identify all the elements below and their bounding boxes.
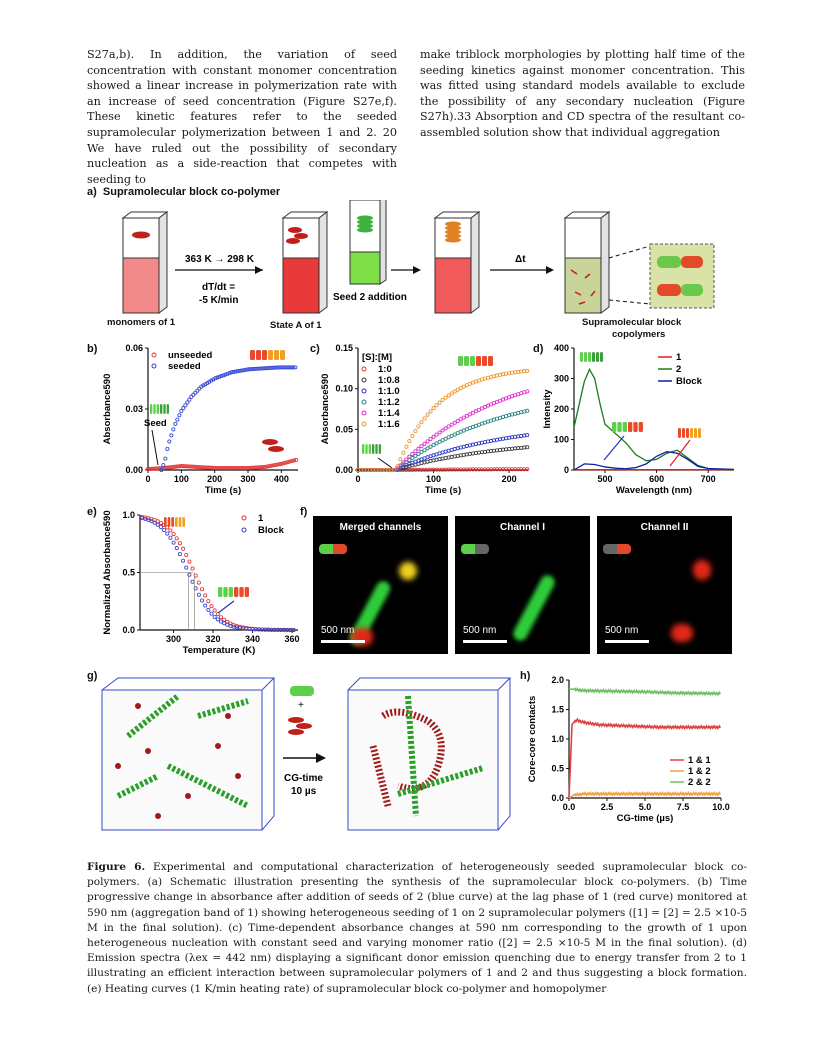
data-point <box>435 404 438 407</box>
y-tick-label: 0.03 <box>125 404 143 414</box>
series-line <box>574 452 734 470</box>
fiber-icon <box>617 422 621 432</box>
y-tick-label: 0.0 <box>122 625 135 635</box>
red-spot <box>671 624 693 642</box>
data-point <box>450 392 453 395</box>
data-point <box>191 567 194 570</box>
x-tick-label: 300 <box>166 634 182 644</box>
data-point <box>222 374 225 377</box>
x-tick-label: 200 <box>501 474 517 484</box>
left-paragraph: S27a,b). In addition, the variation of seed concentration with constant monomer concentration showed a linear increase in polymerization rate with an increase of seed concentration (Figure S27e,f). These kinetic features refer to the seeded supramolecular polymerization between 1 and 2. 20 We have ruled out the possibility of secondary nucleation as a side-reaction that competes with seeding to <box>87 48 397 186</box>
legend-swatch <box>362 400 366 404</box>
data-point <box>181 559 184 562</box>
fiber-icon <box>245 587 249 597</box>
chart-e <box>100 505 308 665</box>
yellow-spot <box>399 562 417 580</box>
y-tick-label: 0.5 <box>551 763 564 774</box>
fiber-icon <box>612 422 616 432</box>
x-tick-label: 100 <box>173 474 189 484</box>
fiber-icon <box>639 422 643 432</box>
data-point <box>188 560 191 563</box>
y-tick-label: 0 <box>563 465 569 475</box>
data-point <box>204 594 207 597</box>
data-point <box>420 421 423 424</box>
data-point <box>191 580 194 583</box>
data-point <box>172 532 175 535</box>
fiber-icon <box>167 404 169 414</box>
legend-label: unseeded <box>168 350 213 361</box>
fiber-icon <box>369 444 371 454</box>
fiber-icon <box>175 517 178 527</box>
data-point <box>200 588 203 591</box>
legend-label: Block <box>676 376 702 387</box>
fiber-icon <box>690 428 693 438</box>
vial-state-a <box>283 212 327 313</box>
figure-caption <box>87 860 747 997</box>
chart-b <box>100 340 310 500</box>
fiber-icon <box>372 444 374 454</box>
chart-d <box>540 340 740 500</box>
x-tick-label: 340 <box>245 634 261 644</box>
data-point <box>450 423 453 426</box>
fiber-icon <box>470 356 475 366</box>
y-axis-label: Intensity <box>542 389 553 429</box>
y-tick-label: 0.15 <box>335 343 353 353</box>
legend-label: 2 <box>676 364 682 375</box>
data-point <box>432 407 435 410</box>
data-point <box>159 526 162 529</box>
legend-label: 1 & 1 <box>688 755 711 766</box>
scale-label: 500 nm <box>605 625 639 636</box>
y-tick-label: 1.0 <box>122 510 135 520</box>
data-point <box>417 425 420 428</box>
series-line <box>569 793 720 798</box>
fiber-icon <box>603 544 631 554</box>
micrograph-title: Merged channels <box>339 522 422 533</box>
fiber-icon <box>482 356 487 366</box>
panel-g-label: g) <box>87 670 98 682</box>
data-point <box>185 553 188 556</box>
y-tick-label: 100 <box>553 434 569 445</box>
monomer-icon <box>268 446 284 452</box>
panel-a-seed-step: Seed 2 addition <box>333 292 407 303</box>
data-point <box>444 427 447 430</box>
fiber-icon <box>628 422 632 432</box>
y-tick-label: 0.00 <box>335 465 353 475</box>
data-point <box>219 620 222 623</box>
fiber-icon <box>365 444 367 454</box>
legend-swatch <box>362 422 366 426</box>
legend-label: Block <box>258 525 284 536</box>
data-point <box>174 422 177 425</box>
data-point <box>526 390 529 393</box>
fiber-icon <box>464 356 469 366</box>
data-point <box>204 604 207 607</box>
fiber-icon <box>461 544 489 554</box>
data-point <box>223 618 226 621</box>
fiber-icon <box>268 350 273 360</box>
y-tick-label: 1.0 <box>551 734 564 744</box>
micrograph-channel-1 <box>455 516 590 654</box>
simulation-box-initial <box>102 678 274 830</box>
data-point <box>181 547 184 550</box>
right-paragraph: make triblock morphologies by plotting half time of the seeding kinetics against monomer concentration. This was fitted using standard models available to exclude the possibility of any secondary nucleation (Figure S27h).33 Absorption and CD spectra of the resultant co-assembled solution show that individual aggregation <box>420 48 745 139</box>
legend-swatch <box>152 364 156 368</box>
fiber-icon <box>678 428 681 438</box>
fiber-icon <box>229 587 233 597</box>
fiber-icon <box>458 356 463 366</box>
data-point <box>213 609 216 612</box>
x-tick-label: 2.5 <box>600 802 614 812</box>
scale-bar <box>605 640 649 643</box>
cg-time-label: CG-time <box>284 773 323 784</box>
data-point <box>197 593 200 596</box>
x-tick-label: 100 <box>426 474 442 484</box>
legend-label: 1:0 <box>378 364 392 375</box>
body-left-column <box>87 47 397 187</box>
data-point <box>402 451 405 454</box>
legend-label: 1:1.6 <box>378 419 400 430</box>
fiber-icon <box>234 587 238 597</box>
fiber-icon <box>592 352 595 362</box>
data-point <box>220 374 223 377</box>
x-tick-label: 5.0 <box>638 802 652 812</box>
y-tick-label: 400 <box>553 343 569 353</box>
panel-a-product-label-1: Supramolecular block <box>582 317 682 328</box>
y-tick-label: 0.0 <box>551 793 564 803</box>
data-point <box>162 528 165 531</box>
fiber-icon <box>588 352 591 362</box>
data-point <box>411 452 414 455</box>
data-point <box>156 520 159 523</box>
fiber-icon <box>596 352 599 362</box>
x-tick-label: 360 <box>284 634 300 644</box>
data-point <box>429 437 432 440</box>
scale-label: 500 nm <box>321 625 355 636</box>
annotation-arrow <box>604 436 624 460</box>
scale-bar <box>463 640 507 643</box>
fiber-icon <box>179 517 182 527</box>
data-point <box>197 581 200 584</box>
legend-swatch <box>362 378 366 382</box>
data-point <box>423 442 426 445</box>
legend-label: 1 <box>676 352 682 363</box>
panel-a-rate-value: -5 K/min <box>199 295 239 306</box>
data-point <box>224 373 227 376</box>
data-point <box>441 398 444 401</box>
data-point <box>216 618 219 621</box>
data-point <box>228 372 231 375</box>
data-point <box>178 414 181 417</box>
data-point <box>453 421 456 424</box>
panel-a-statea-label: State A of 1 <box>270 320 322 331</box>
data-point <box>423 417 426 420</box>
panel-a-step1: 363 K → 298 K <box>185 254 254 265</box>
legend-swatch <box>362 389 366 393</box>
x-axis-label: Time (s) <box>204 485 242 496</box>
data-point <box>399 458 402 461</box>
data-point <box>207 608 210 611</box>
data-point <box>438 401 441 404</box>
y-tick-label: 1.5 <box>551 704 564 715</box>
fiber-icon <box>698 428 701 438</box>
annotation-arrow <box>218 601 234 613</box>
data-point <box>168 440 171 443</box>
panel-b-label: b) <box>87 343 98 355</box>
x-tick-label: 700 <box>700 474 716 484</box>
legend-label: seeded <box>168 361 201 372</box>
data-point <box>426 440 429 443</box>
fiber-icon <box>223 587 227 597</box>
data-point <box>172 428 175 431</box>
fiber-icon <box>379 444 381 454</box>
data-point <box>408 455 411 458</box>
caption-text: Experimental and computational characterization of heterogeneously seeded supramolecular block co-polymers. (a) Schematic illustration presenting the synthesis of the supramolecular block co-polymers. (b) Time progressive change in absorbance after addition of seeds of 2 (blue curve) at the lag phase of 1 (red curve) monitored at 590 nm (aggregation band of 1) showing heterogeneous seeding of 1 on 2 supramolecular polymers ([1] = [2] = 2.5 ×10-5 M in the final solution). (c) Time-dependent absorbance changes at 590 nm corresponding to the growth of 1 upon heterogeneous nucleation with constant seed and varying monomer ratio ([2] = 2.5 ×10-5 M in the final solution). (d) Emission spectra (λex = 442 nm) displaying a significant donor emission quenching due to energy transfer from 2 to 1 illustrating an efficient interaction between supramolecular polymers of 1 and 2 and thus suggesting a block formation. (e) Heating curves (1 K/min heating rate) of supramolecular block co-polymer and homopolymer <box>87 861 747 995</box>
x-axis-label: Temperature (K) <box>182 645 256 656</box>
legend-label: 1:1.2 <box>378 397 400 408</box>
data-point <box>200 599 203 602</box>
data-point <box>294 458 297 461</box>
red-spot <box>693 560 711 580</box>
x-tick-label: 0 <box>145 474 151 484</box>
legend-swatch <box>242 516 246 520</box>
cg-time-value: 10 µs <box>291 786 317 797</box>
micrograph-title: Channel I <box>499 522 545 533</box>
data-point <box>229 624 232 627</box>
fiber-icon <box>686 428 689 438</box>
x-tick-label: 10.0 <box>712 802 730 812</box>
y-tick-label: 0.06 <box>125 343 143 353</box>
data-point <box>172 541 175 544</box>
fiber-icon <box>182 517 185 527</box>
data-point <box>178 542 181 545</box>
fiber-icon <box>476 356 481 366</box>
data-point <box>210 605 213 608</box>
legend-label: 2 & 2 <box>688 777 711 788</box>
panel-c-label: c) <box>310 343 320 355</box>
fiber-icon <box>600 352 603 362</box>
fiber-icon <box>580 352 583 362</box>
vial-monomers <box>123 212 167 313</box>
fiber-icon <box>488 356 493 366</box>
data-point <box>207 600 210 603</box>
panel-e-label: e) <box>87 506 97 518</box>
vial-seed <box>350 200 386 284</box>
data-point <box>426 413 429 416</box>
data-point <box>423 449 426 452</box>
series-line <box>569 689 720 695</box>
legend-swatch <box>362 411 366 415</box>
scale-label: 500 nm <box>463 625 497 636</box>
y-axis-label: Normalized Absorbance590 <box>102 510 113 635</box>
fiber-icon <box>362 444 364 454</box>
data-point <box>210 612 213 615</box>
data-point <box>170 434 173 437</box>
body-right-column <box>420 47 745 141</box>
legend-label: 1 <box>258 513 264 524</box>
series-line <box>574 369 734 469</box>
data-point <box>447 394 450 397</box>
fiber-icon <box>682 428 685 438</box>
data-point <box>213 615 216 618</box>
x-tick-label: 200 <box>207 474 223 484</box>
panel-f-label: f) <box>300 506 308 518</box>
panel-g-simulation <box>98 676 518 836</box>
fiber-icon <box>375 444 377 454</box>
vial-block-copolymer <box>565 212 609 313</box>
data-point <box>420 450 423 453</box>
fiber-icon <box>256 350 261 360</box>
monomer-icon <box>262 439 278 445</box>
legend-swatch <box>152 353 156 357</box>
data-point <box>223 622 226 625</box>
data-point <box>435 433 438 436</box>
x-tick-label: 0 <box>355 474 361 484</box>
data-point <box>166 447 169 450</box>
chart-h <box>525 670 740 835</box>
panel-a-dt: Δt <box>515 254 526 265</box>
scale-bar <box>321 640 365 643</box>
fiber-icon <box>280 350 285 360</box>
legend-label: 1:0.8 <box>378 375 400 386</box>
fiber-icon <box>239 587 243 597</box>
y-tick-label: 0.00 <box>125 465 143 475</box>
simulation-box-final <box>348 678 510 830</box>
y-tick-label: 0.05 <box>335 424 353 435</box>
legend-swatch <box>242 528 246 532</box>
data-point <box>408 440 411 443</box>
micrograph-merged <box>313 516 448 654</box>
y-axis-label: Absorbance590 <box>102 373 113 445</box>
x-tick-label: 600 <box>649 474 665 484</box>
x-tick-label: 500 <box>597 474 613 484</box>
data-point <box>414 450 417 453</box>
fiber-icon <box>168 517 171 527</box>
fiber-icon <box>218 587 222 597</box>
x-tick-label: 300 <box>240 474 256 484</box>
data-point <box>169 536 172 539</box>
legend-label: 1:1.0 <box>378 386 400 397</box>
panel-a-label: a) Supramolecular block co-polymer <box>87 186 281 198</box>
data-point <box>414 429 417 432</box>
data-point <box>219 616 222 619</box>
data-point <box>176 418 179 421</box>
data-point <box>156 523 159 526</box>
data-point <box>438 431 441 434</box>
x-tick-label: 7.5 <box>676 802 690 812</box>
data-point <box>159 521 162 524</box>
data-point <box>216 376 219 379</box>
fiber-icon <box>150 404 152 414</box>
fiber-icon <box>157 404 159 414</box>
legend-swatch <box>362 367 366 371</box>
data-point <box>414 454 417 457</box>
data-point <box>405 445 408 448</box>
seed-arrow <box>378 458 392 468</box>
panel-h-label: h) <box>520 670 531 682</box>
y-tick-label: 300 <box>553 373 569 384</box>
fiber-icon <box>633 422 637 432</box>
fiber-icon <box>694 428 697 438</box>
data-point <box>420 445 423 448</box>
fiber-icon <box>171 517 174 527</box>
data-point <box>175 546 178 549</box>
fiber-icon <box>153 404 155 414</box>
micrograph-title: Channel II <box>640 522 689 533</box>
vial-growth <box>435 212 479 313</box>
data-point <box>417 452 420 455</box>
data-point <box>447 425 450 428</box>
y-tick-label: 0.5 <box>122 567 135 578</box>
panel-a-monomers-label: monomers of 1 <box>107 317 176 328</box>
x-tick-label: 0.0 <box>562 802 576 812</box>
plus-sign: + <box>298 700 304 711</box>
fiber-icon <box>274 350 279 360</box>
x-tick-label: 400 <box>273 474 289 484</box>
y-axis-label: Absorbance590 <box>320 373 331 445</box>
data-point <box>226 372 229 375</box>
legend-title: [S]:[M] <box>362 352 393 363</box>
data-point <box>411 434 414 437</box>
green-fiber <box>511 573 557 643</box>
data-point <box>166 532 169 535</box>
data-point <box>444 396 447 399</box>
data-point <box>164 457 167 460</box>
fiber-icon <box>160 404 162 414</box>
data-point <box>178 553 181 556</box>
y-tick-label: 0.10 <box>335 383 353 394</box>
data-point <box>432 435 435 438</box>
legend-label: 1:1.4 <box>378 408 400 419</box>
y-tick-label: 2.0 <box>551 675 564 685</box>
seed-annotation: Seed <box>144 418 167 429</box>
data-point <box>169 529 172 532</box>
x-axis-label: Wavelength (nm) <box>615 485 693 496</box>
chart-c <box>318 340 536 500</box>
x-axis-label: CG-time (µs) <box>616 813 674 824</box>
data-point <box>429 410 432 413</box>
data-point <box>150 520 153 523</box>
panel-d-label: d) <box>533 343 544 355</box>
y-tick-label: 200 <box>553 404 569 414</box>
data-point <box>441 429 444 432</box>
fiber-icon <box>584 352 587 362</box>
caption-lead: Figure 6. <box>87 861 146 873</box>
x-tick-label: 320 <box>205 634 221 644</box>
x-axis-label: Time (s) <box>424 485 462 496</box>
panel-a-rate: dT/dt = <box>202 282 236 293</box>
y-axis-label: Core-core contacts <box>527 695 538 783</box>
data-point <box>218 375 221 378</box>
fiber-icon <box>164 517 167 527</box>
fiber-icon <box>262 350 267 360</box>
panel-a-product-label-2: copolymers <box>612 329 666 340</box>
fiber-icon <box>250 350 255 360</box>
fiber-icon <box>163 404 165 414</box>
data-point <box>526 409 529 412</box>
micrograph-channel-2 <box>597 516 732 654</box>
data-point <box>417 447 420 450</box>
fiber-icon <box>623 422 627 432</box>
fiber-icon <box>319 544 347 554</box>
seed-arrow <box>152 430 158 465</box>
data-point <box>185 566 188 569</box>
data-point <box>175 537 178 540</box>
legend-label: 1 & 2 <box>688 766 711 777</box>
data-point <box>453 390 456 393</box>
